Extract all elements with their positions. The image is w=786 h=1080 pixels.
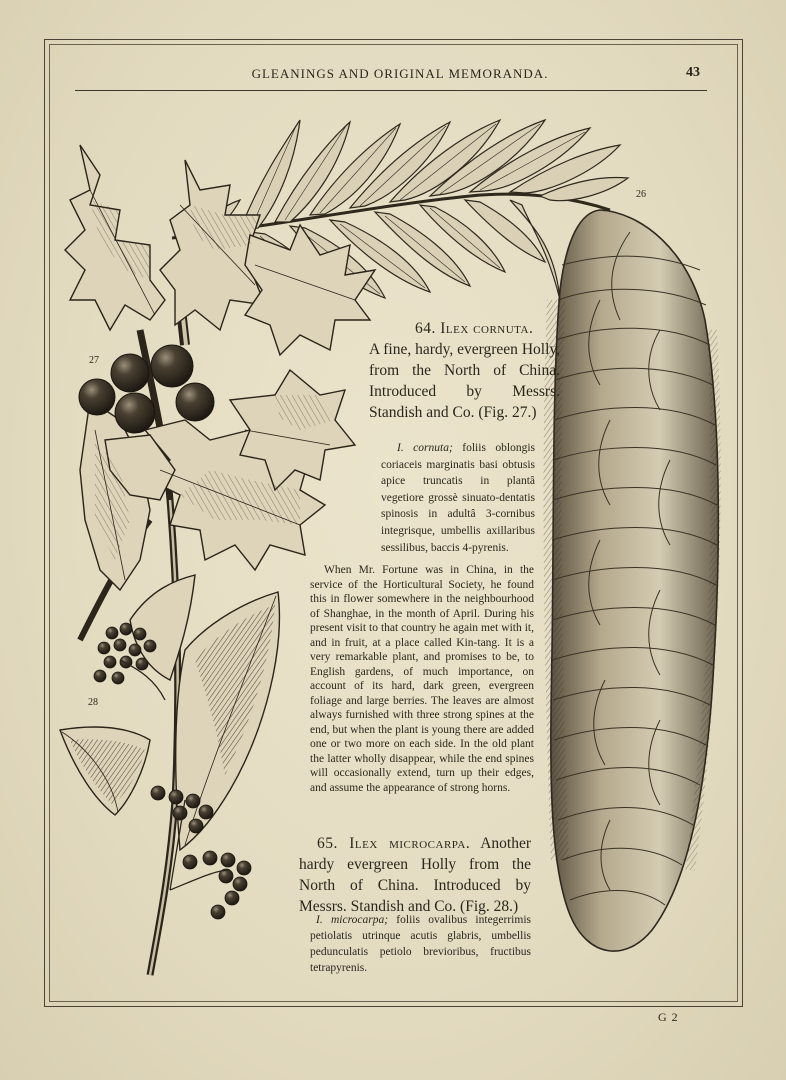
entry-64-heading xyxy=(369,318,560,423)
entry-64-heading-text: A fine, hardy, evergreen Holly, from the North of China. Introduced by Messrs. Standish and Co. (Fig. 27.) xyxy=(369,341,560,421)
entry-64-latin-diagnosis xyxy=(381,440,535,556)
entry-65-latin-species: I. microcarpa; xyxy=(316,914,389,926)
figure-number-27: 27 xyxy=(89,355,99,366)
entry-64-body-text: When Mr. Fortune was in China, in the service of the Horticultural Society, he found this in flower somewhere in the neighbourhood of Shanghae, in the month of April. During his present visit to that country he again met with it, and in fruit, at a place called Kin-tang. It is a very remarkable plant, and promises to be, to English gardens, of much importance, on account of its hard, dark green, evergreen foliage and large berries. The leaves are almost always furnished with three strong spines at the end, but when the plant is young there are added one or two more on each side. In the old plant the latter wholly disappear, while the end spines will occasionally extend, turn up their edges, and assume the appearance of strong horns. xyxy=(310,564,534,794)
figure-number-26: 26 xyxy=(636,189,646,200)
running-title: GLEANINGS AND ORIGINAL MEMORANDA. xyxy=(251,66,549,81)
entry-64-latin-text: foliis oblongis coriaceis marginatis basi obtusis apice truncatis in plantâ vegetiore grossè sinuato-dentatis spinosis in adultâ 3-cornibus integrisque, umbellis axillaribus sessilibus, baccis 4-pyrenis. xyxy=(381,442,536,554)
entry-65-latin-text: foliis ovalibus integerrimis petiolatis utrinque acutis glabris, umbellis pedunculatis petiolo brevioribus, fructibus tetrapyrenis. xyxy=(310,914,531,974)
entry-65-heading xyxy=(299,833,531,917)
entry-64-body xyxy=(310,563,534,795)
printer-signature: G 2 xyxy=(658,1010,679,1024)
entry-64-latin-species: I. cornuta; xyxy=(397,442,453,454)
entry-65-latin-diagnosis xyxy=(310,912,531,976)
fig-26-cone-illustration xyxy=(551,210,718,951)
entry-65-heading-text: Another hardy evergreen Holly from the North of China. Introduced by Messrs. Standish and Co. (Fig. 28.) xyxy=(299,835,531,915)
entry-65-title: 65. Ilex microcarpa. xyxy=(317,835,471,852)
page-number: 43 xyxy=(686,65,700,80)
entry-64-title: 64. Ilex cornuta. xyxy=(415,320,534,337)
figure-number-28: 28 xyxy=(88,697,98,708)
